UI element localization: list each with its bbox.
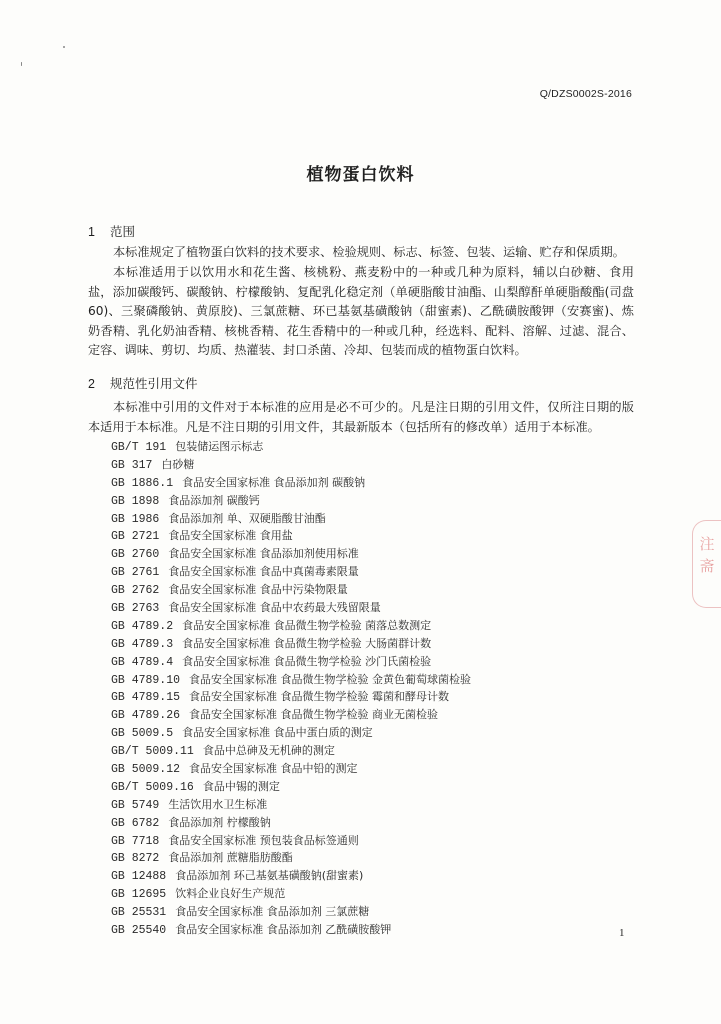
reference-name: 食品安全国家标准 食品添加剂 乙酰磺胺酸钾 <box>175 923 392 937</box>
reference-code: GB 4789.10 <box>111 673 181 687</box>
stamp-text: 注 斋 <box>699 535 715 575</box>
reference-code: GB 2760 <box>111 548 160 562</box>
reference-name: 食品安全国家标准 食用盐 <box>168 529 293 543</box>
document-title: 植物蛋白饮料 <box>306 165 415 185</box>
reference-name: 食品中锡的测定 <box>202 779 280 793</box>
section-number: 2 <box>88 377 95 391</box>
reference-name: 食品添加剂 柠檬酸钠 <box>168 815 271 829</box>
reference-name: 白砂糖 <box>161 457 195 471</box>
reference-name: 食品安全国家标准 预包装食品标签通则 <box>168 833 359 847</box>
reference-item <box>111 492 471 510</box>
reference-item <box>111 849 471 867</box>
reference-name: 食品安全国家标准 食品中真菌毒素限量 <box>168 565 359 579</box>
section-number: 1 <box>88 225 95 239</box>
reference-code: GB 2763 <box>111 602 160 616</box>
reference-code: GB 7718 <box>111 834 160 848</box>
standard-code: Q/DZS0002S-2016 <box>539 88 632 100</box>
reference-code: GB 4789.26 <box>111 709 181 723</box>
reference-item <box>111 778 471 796</box>
reference-name: 食品安全国家标准 食品中污染物限量 <box>168 583 348 597</box>
reference-name: 食品安全国家标准 食品微生物学检验 商业无菌检验 <box>189 708 439 722</box>
reference-item <box>111 832 471 850</box>
reference-name: 食品安全国家标准 食品添加剂 碳酸钠 <box>182 475 366 489</box>
reference-item <box>111 885 471 903</box>
reference-name: 食品添加剂 环己基氨基磺酸钠(甜蜜素) <box>175 869 364 883</box>
reference-name: 食品安全国家标准 食品微生物学检验 霉菌和酵母计数 <box>189 690 450 704</box>
reference-name: 食品安全国家标准 食品中铅的测定 <box>189 762 358 776</box>
section-title: 规范性引用文件 <box>109 376 198 391</box>
reference-name: 食品安全国家标准 食品添加剂 三氯蔗糖 <box>175 905 370 919</box>
reference-code: GB 1898 <box>111 494 160 508</box>
reference-code: GB 5009.5 <box>111 727 174 741</box>
scan-speck <box>63 46 65 48</box>
reference-name: 生活饮用水卫生标准 <box>168 797 268 811</box>
reference-item <box>111 635 471 653</box>
reference-code: GB 1886.1 <box>111 476 174 490</box>
reference-item <box>111 724 471 742</box>
reference-code: GB 4789.3 <box>111 637 174 651</box>
reference-item <box>111 903 471 921</box>
reference-code: GB 25531 <box>111 906 167 920</box>
scan-speck <box>21 62 22 66</box>
section-title: 范围 <box>109 224 135 239</box>
section-heading-scope <box>88 222 135 240</box>
reference-code: GB 5749 <box>111 798 160 812</box>
reference-item <box>111 527 471 545</box>
page-number: 1 <box>619 927 625 939</box>
reference-code: GB/T 5009.11 <box>111 745 194 759</box>
reference-code: GB 8272 <box>111 852 160 866</box>
reference-item <box>111 671 471 689</box>
reference-code: GB/T 5009.16 <box>111 780 194 794</box>
reference-item <box>111 867 471 885</box>
reference-code: GB 1986 <box>111 512 160 526</box>
reference-item <box>111 456 471 474</box>
reference-code: GB 6782 <box>111 816 160 830</box>
reference-item <box>111 653 471 671</box>
reference-name: 饮料企业良好生产规范 <box>175 887 286 901</box>
reference-name: 食品安全国家标准 食品微生物学检验 金黄色葡萄球菌检验 <box>189 672 472 686</box>
reference-item <box>111 760 471 778</box>
reference-item <box>111 510 471 528</box>
reference-code: GB 12488 <box>111 870 167 884</box>
reference-item <box>111 599 471 617</box>
red-seal-stamp <box>692 520 721 608</box>
reference-name: 食品添加剂 蔗糖脂肪酸酯 <box>168 851 293 865</box>
reference-item <box>111 706 471 724</box>
reference-code: GB 2721 <box>111 530 160 544</box>
reference-name: 食品安全国家标准 食品添加剂使用标准 <box>168 547 359 561</box>
reference-name: 食品安全国家标准 食品中农药最大残留限量 <box>168 601 381 615</box>
scope-paragraph-2: 本标准适用于以饮用水和花生酱、核桃粉、燕麦粉中的一种或几种为原料，辅以白砂糖、食用盐，添加碳酸钙、碳酸钠、柠檬酸钠、复配乳化稳定剂（单硬脂酸甘油酯、山梨醇酐单硬脂酸酯(司盘60)、三聚磷酸钠、黄原胶)、三氯蔗糖、环已基氨基磺酸钠（甜蜜素)、乙酰磺胺酸钾（安赛蜜)、炼奶香精、乳化奶油香精、核桃香精、花生香精中的一种或几种，经选料、配料、溶解、过滤、混合、定容、调味、剪切、均质、热灌装、封口杀菌、冷却、包装而成的植物蛋白饮料。 <box>88 265 634 357</box>
references-intro: 本标准中引用的文件对于本标准的应用是必不可少的。凡是注日期的引用文件，仅所注日期的版本适用于本标准。凡是不注日期的引用文件，其最新版本（包括所有的修改单）适用于本标准。 <box>88 400 634 434</box>
reference-item <box>111 688 471 706</box>
reference-item <box>111 474 471 492</box>
reference-item <box>111 814 471 832</box>
reference-name: 食品安全国家标准 食品微生物学检验 菌落总数测定 <box>182 618 432 632</box>
reference-code: GB 4789.15 <box>111 691 181 705</box>
reference-code: GB 4789.4 <box>111 655 174 669</box>
reference-item <box>111 617 471 635</box>
reference-item <box>111 438 471 456</box>
reference-item <box>111 921 471 939</box>
reference-name: 食品安全国家标准 食品中蛋白质的测定 <box>182 726 373 740</box>
reference-code: GB 5009.12 <box>111 763 181 777</box>
reference-item <box>111 742 471 760</box>
reference-list <box>111 438 471 939</box>
reference-code: GB 25540 <box>111 924 167 938</box>
reference-item <box>111 796 471 814</box>
reference-name: 包装储运图示标志 <box>175 440 264 453</box>
reference-item <box>111 563 471 581</box>
reference-code: GB 2761 <box>111 566 160 580</box>
reference-code: GB 12695 <box>111 888 167 902</box>
scope-paragraph-1: 本标准规定了植物蛋白饮料的技术要求、检验规则、标志、标签、包装、运输、贮存和保质期。 <box>113 245 625 259</box>
reference-code: GB/T 191 <box>111 441 167 454</box>
reference-name: 食品添加剂 单、双硬脂酸甘油酯 <box>168 511 326 525</box>
reference-code: GB 2762 <box>111 584 160 598</box>
reference-item <box>111 581 471 599</box>
reference-code: GB 4789.2 <box>111 619 174 633</box>
reference-name: 食品安全国家标准 食品微生物学检验 大肠菌群计数 <box>182 636 432 650</box>
section-heading-references <box>88 374 198 392</box>
reference-name: 食品添加剂 碳酸钙 <box>168 493 260 507</box>
reference-name: 食品安全国家标准 食品微生物学检验 沙门氏菌检验 <box>182 654 432 668</box>
reference-item <box>111 545 471 563</box>
reference-code: GB 317 <box>111 458 153 472</box>
reference-name: 食品中总砷及无机砷的测定 <box>202 744 335 758</box>
